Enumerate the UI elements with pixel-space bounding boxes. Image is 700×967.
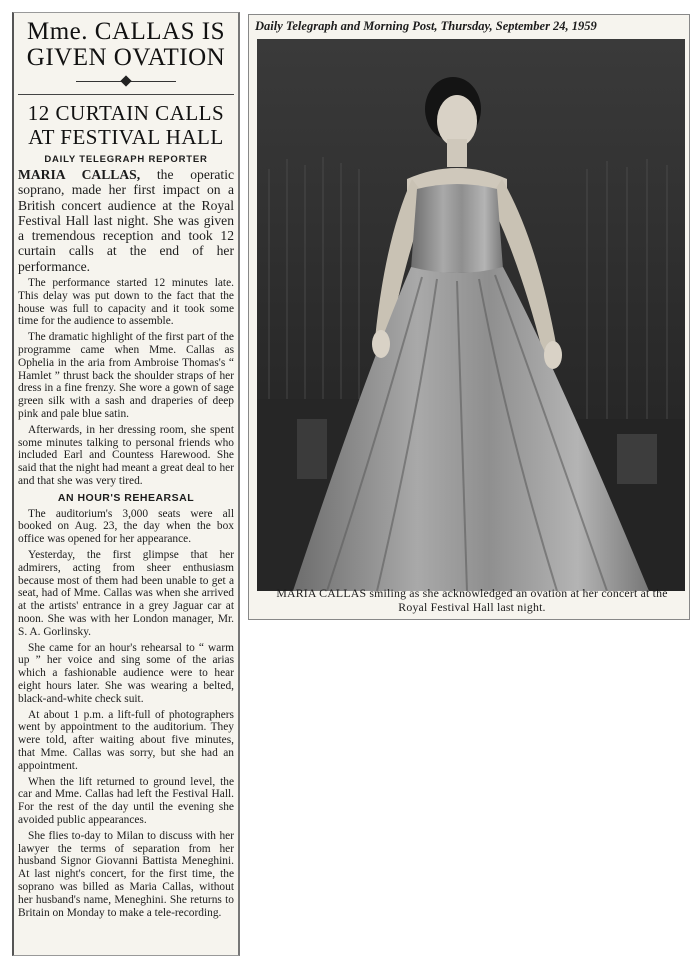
- article-body: [18, 167, 234, 919]
- lead-text: the operatic soprano, made her first impact on a British concert audience at the Royal Festival Hall last night. She was given a tremendous reception and took 12 curtain calls at the end of her performance.: [18, 167, 235, 274]
- newspaper-dateline: Daily Telegraph and Morning Post, Thursday, September 24, 1959: [255, 19, 597, 33]
- lead-name: MARIA CALLAS,: [18, 167, 141, 182]
- article-subhead: 12 CURTAIN CALLS AT FESTIVAL HALL: [27, 101, 225, 149]
- photo-clipping: [248, 14, 690, 620]
- headline-ornament: [18, 76, 234, 88]
- section-rule: [18, 94, 234, 95]
- callas-portrait-illustration: [257, 39, 685, 591]
- lead-paragraph: [18, 167, 234, 274]
- article-paragraph: The performance started 12 minutes late. This delay was put down to the fact that the house was full to capacity and it took some time for the audience to assemble.: [18, 277, 234, 328]
- article-paragraph: At about 1 p.m. a lift-full of photographers went by appointment to the auditorium. They were told, after waiting about five minutes, that Mme. Callas was sorry, but she had an appointment.: [18, 708, 234, 772]
- article-paragraph: When the lift returned to ground level, the car and Mme. Callas had left the Festival Hall. For the rest of the day until the evening she avoided public appearances.: [18, 775, 234, 826]
- article-paragraph: The auditorium's 3,000 seats were all booked on Aug. 23, the day when the box office was opened for her appearance.: [18, 507, 234, 546]
- article-headline: Mme. CALLAS IS GIVEN OVATION: [26, 18, 226, 71]
- article-byline: DAILY TELEGRAPH REPORTER: [44, 154, 208, 165]
- article-paragraph: Afterwards, in her dressing room, she spent some minutes talking to personal friends who included Earl and Countess Harewood. She said that the night had meant a great deal to her and that she was very tired.: [18, 423, 234, 488]
- diamond-ornament-icon: [120, 75, 131, 86]
- section-heading: AN HOUR'S REHEARSAL: [57, 491, 195, 504]
- article-clipping: [12, 12, 240, 956]
- photo-caption: MARIA CALLAS smiling as she acknowledged an ovation at her concert at the Royal Festival Hall last night.: [276, 586, 668, 614]
- callas-photograph: [257, 39, 685, 591]
- article-paragraph: She came for an hour's rehearsal to “ warm up ” her voice and sing some of the arias which a fashionable audience were to hear eight hours later. She was wearing a belted, black-and-white check suit.: [18, 641, 234, 705]
- article-paragraph: The dramatic highlight of the first part of the programme came when Mme. Callas as Ophelia in the aria from Ambroise Thomas's “ Hamlet ” thrust back the shoulder straps of her dress in a fine frenzy. She wore a gown of sage green silk with a sash and draperies of deep pink and pale blue satin.: [18, 331, 234, 421]
- article-paragraph: She flies to-day to Milan to discuss with her lawyer the terms of separation from her husband Signor Giovanni Battista Meneghini. At last night's concert, for the first time, the soprano was billed as Maria Callas, without her husband's name, Meneghini. She returns to Britain on Monday to make a tele-recording.: [18, 829, 234, 919]
- article-paragraph: Yesterday, the first glimpse that her admirers, acting from sheer enthusiasm because most of them had been unable to get a seat, had of Mme. Callas was when she arrived at the artists' entrance in a grey Jaguar car at noon. She was with her London manager, Mr. S. A. Gorlinsky.: [18, 549, 234, 638]
